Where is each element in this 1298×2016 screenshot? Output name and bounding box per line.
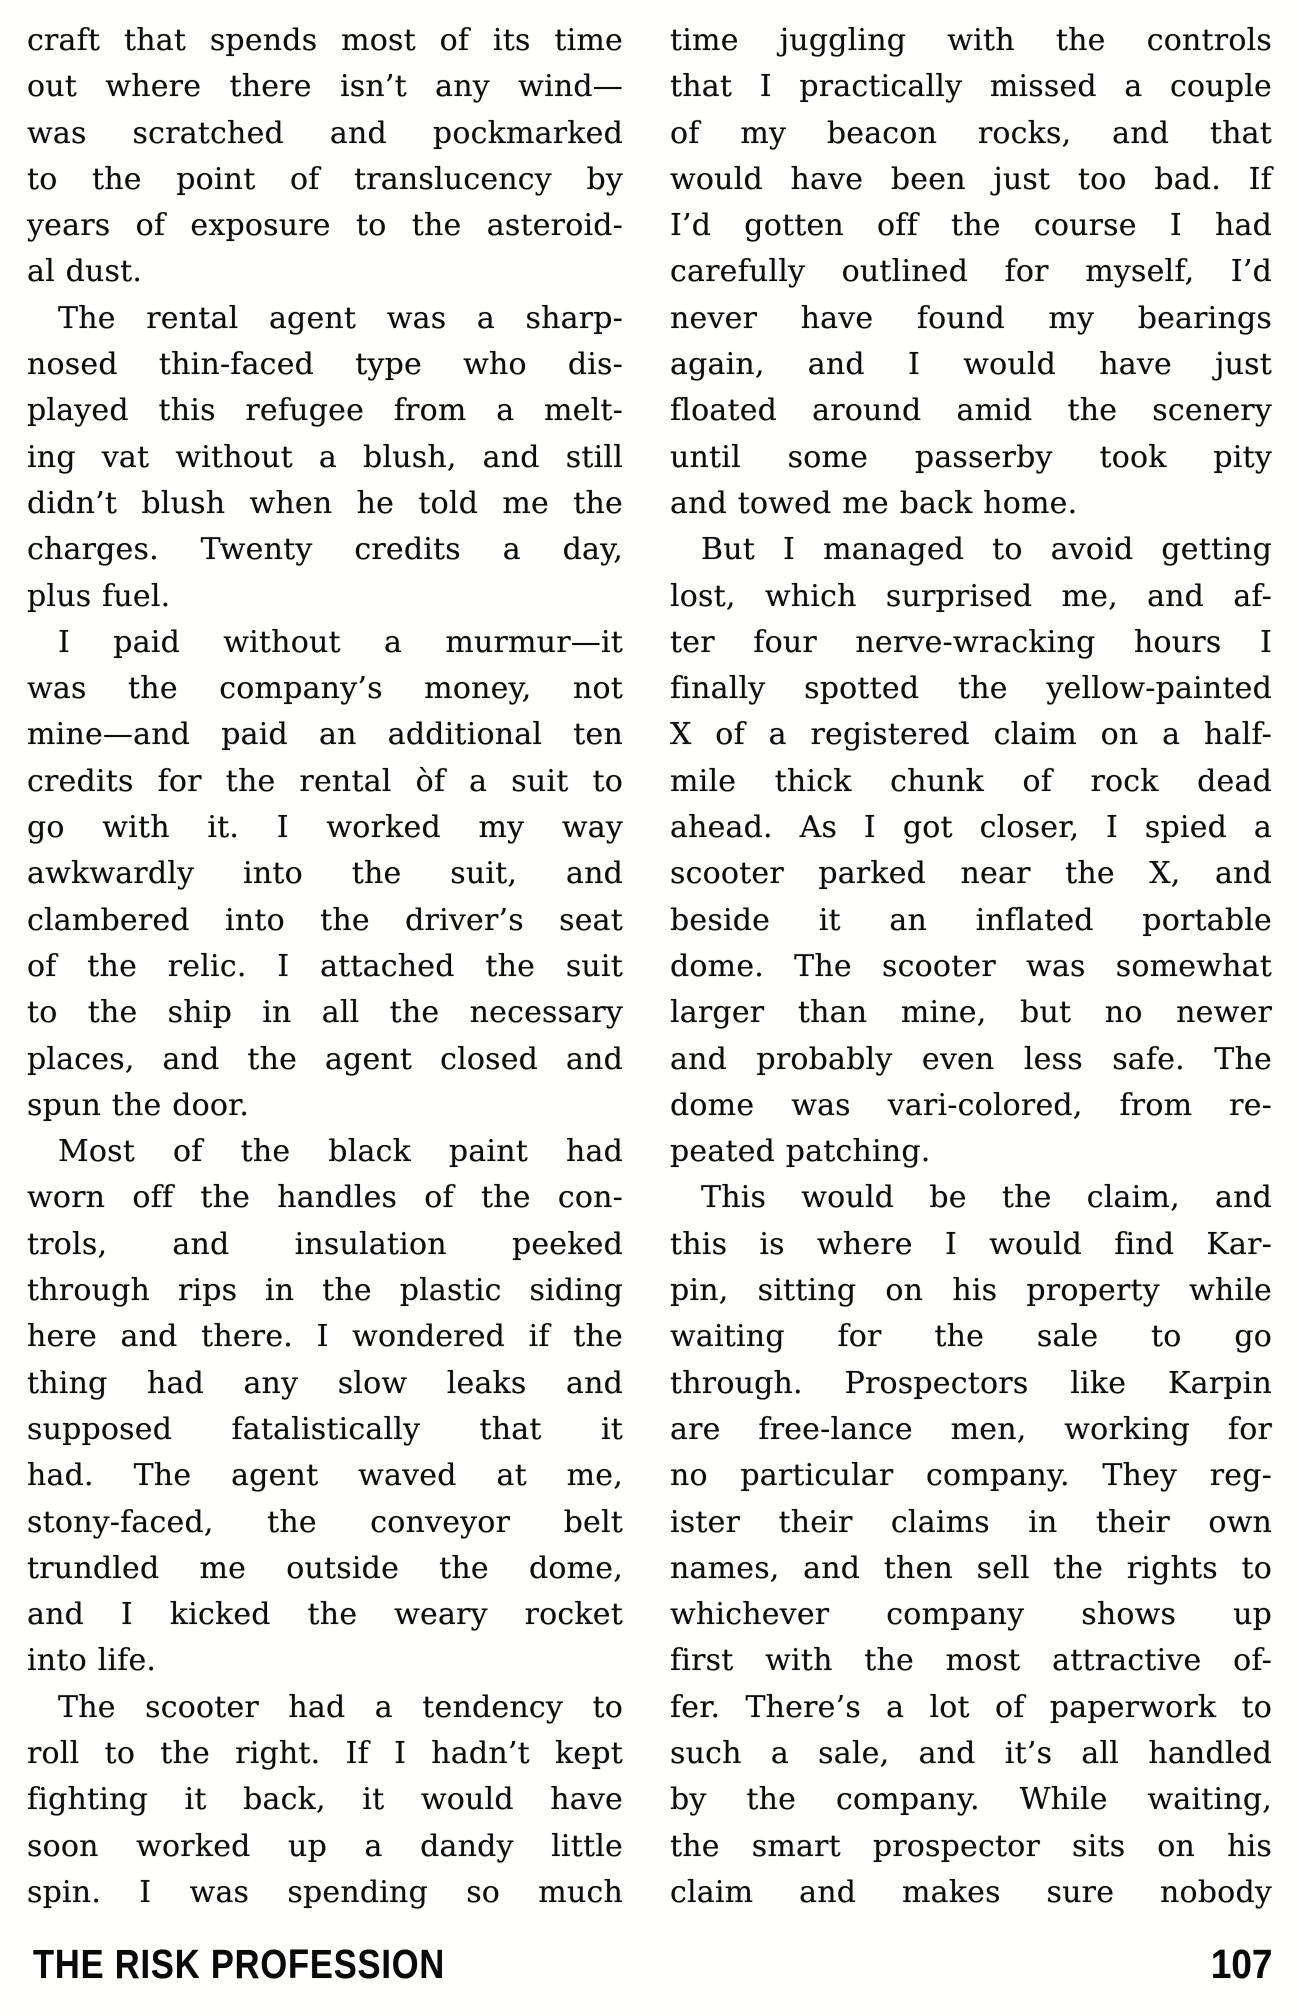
- text-line: out where there isn’t any wind—: [27, 69, 623, 105]
- text-line: al dust.: [27, 254, 143, 290]
- text-line: this is where I would find Kar-: [670, 1226, 1272, 1262]
- text-line: would have been just too bad. If: [670, 161, 1272, 197]
- text-line: whichever company shows up: [670, 1597, 1272, 1633]
- text-line: was scratched and pockmarked: [27, 115, 623, 151]
- text-line: and probably even less safe. The: [670, 1041, 1272, 1077]
- paragraph: [27, 1129, 623, 1685]
- text-line: Most of the black paint had: [58, 1134, 623, 1170]
- text-line: The scooter had a tendency to: [58, 1689, 623, 1725]
- paragraph: [27, 18, 623, 296]
- text-line: was the company’s money, not: [27, 671, 623, 707]
- text-line: through rips in the plastic siding: [27, 1273, 623, 1309]
- text-line: again, and I would have just: [670, 347, 1272, 383]
- text-line: plus fuel.: [27, 578, 171, 614]
- text-line: and I kicked the weary rocket: [27, 1597, 623, 1633]
- text-line: pin, sitting on his property while: [670, 1273, 1272, 1309]
- text-line: had. The agent waved at me,: [27, 1458, 623, 1494]
- text-line: trundled me outside the dome,: [27, 1550, 623, 1586]
- paragraph: [27, 1685, 623, 1916]
- text-line: through. Prospectors like Karpin: [670, 1365, 1272, 1401]
- text-line: This would be the claim, and: [701, 1180, 1272, 1216]
- text-line: beside it an inflated portable: [670, 902, 1272, 938]
- text-line: such a sale, and it’s all handled: [670, 1735, 1272, 1771]
- text-line: the smart prospector sits on his: [670, 1828, 1272, 1864]
- running-title: THE RISK PROFESSION: [33, 1941, 446, 1987]
- text-line: no particular company. They reg-: [670, 1458, 1272, 1494]
- text-line: roll to the right. If I hadn’t kept: [27, 1735, 623, 1771]
- text-line: ahead. As I got closer, I spied a: [670, 810, 1272, 846]
- text-line: didn’t blush when he told me the: [27, 485, 623, 521]
- text-line: supposed fatalistically that it: [27, 1411, 623, 1447]
- text-column-right: [670, 18, 1272, 1916]
- text-line: fer. There’s a lot of paperwork to: [670, 1689, 1272, 1725]
- text-line: ter four nerve-wracking hours I: [670, 624, 1272, 660]
- text-line: and towed me back home.: [670, 485, 1078, 521]
- text-line: The rental agent was a sharp-: [58, 300, 623, 336]
- text-line: nosed thin-faced type who dis-: [27, 347, 623, 383]
- text-line: credits for the rental òf a suit to: [27, 763, 623, 799]
- text-column-left: [27, 18, 623, 1916]
- text-line: lost, which surprised me, and af-: [670, 578, 1272, 614]
- paragraph: [27, 296, 623, 620]
- text-line: scooter parked near the X, and: [670, 856, 1272, 892]
- text-line: stony-faced, the conveyor belt: [27, 1504, 623, 1540]
- text-line: floated around amid the scenery: [670, 393, 1272, 429]
- text-line: carefully outlined for myself, I’d: [670, 254, 1272, 290]
- text-line: played this refugee from a melt-: [27, 393, 623, 429]
- text-line: go with it. I worked my way: [27, 810, 623, 846]
- text-line: of the relic. I attached the suit: [27, 948, 623, 984]
- text-line: until some passerby took pity: [670, 439, 1272, 475]
- text-line: trols, and insulation peeked: [27, 1226, 623, 1262]
- text-line: never have found my bearings: [670, 300, 1272, 336]
- text-line: But I managed to avoid getting: [701, 532, 1272, 568]
- text-line: into life.: [27, 1643, 157, 1679]
- text-line: first with the most attractive of-: [670, 1643, 1272, 1679]
- text-line: X of a registered claim on a half-: [670, 717, 1272, 753]
- text-line: larger than mine, but no newer: [670, 995, 1272, 1031]
- text-line: places, and the agent closed and: [27, 1041, 623, 1077]
- text-line: of my beacon rocks, and that: [670, 115, 1272, 151]
- text-line: fighting it back, it would have: [27, 1782, 623, 1818]
- text-line: thing had any slow leaks and: [27, 1365, 623, 1401]
- text-line: names, and then sell the rights to: [670, 1550, 1272, 1586]
- text-line: years of exposure to the asteroid-: [27, 208, 623, 244]
- text-line: dome. The scooter was somewhat: [670, 948, 1272, 984]
- text-line: clambered into the driver’s seat: [27, 902, 623, 938]
- text-line: here and there. I wondered if the: [27, 1319, 623, 1355]
- text-line: awkwardly into the suit, and: [27, 856, 623, 892]
- text-line: finally spotted the yellow-painted: [670, 671, 1272, 707]
- text-line: peated patching.: [670, 1134, 931, 1170]
- text-line: to the point of translucency by: [27, 161, 623, 197]
- text-line: that I practically missed a couple: [670, 69, 1272, 105]
- page-footer: [33, 1941, 1272, 1988]
- text-line: mine—and paid an additional ten: [27, 717, 623, 753]
- text-line: to the ship in all the necessary: [27, 995, 623, 1031]
- text-line: worn off the handles of the con-: [27, 1180, 623, 1216]
- text-line: craft that spends most of its time: [27, 23, 623, 58]
- text-line: soon worked up a dandy little: [27, 1828, 623, 1864]
- text-line: waiting for the sale to go: [670, 1319, 1272, 1355]
- text-line: ing vat without a blush, and still: [27, 439, 623, 475]
- paragraph: [27, 620, 623, 1129]
- text-line: dome was vari-colored, from re-: [670, 1087, 1272, 1123]
- paragraph: [670, 18, 1272, 527]
- text-line: claim and makes sure nobody: [670, 1874, 1272, 1910]
- paragraph: [670, 1175, 1272, 1916]
- page-number: 107: [1210, 1941, 1272, 1987]
- text-line: I paid without a murmur—it: [58, 624, 623, 660]
- text-line: are free-lance men, working for: [670, 1411, 1272, 1447]
- text-line: spun the door.: [27, 1087, 250, 1123]
- text-line: mile thick chunk of rock dead: [670, 763, 1272, 799]
- text-line: I’d gotten off the course I had: [670, 208, 1272, 244]
- text-line: time juggling with the controls: [670, 23, 1272, 58]
- text-line: by the company. While waiting,: [670, 1782, 1272, 1818]
- paragraph: [670, 527, 1272, 1175]
- text-line: ister their claims in their own: [670, 1504, 1272, 1540]
- text-line: spin. I was spending so much: [27, 1874, 623, 1910]
- text-line: charges. Twenty credits a day,: [27, 532, 623, 568]
